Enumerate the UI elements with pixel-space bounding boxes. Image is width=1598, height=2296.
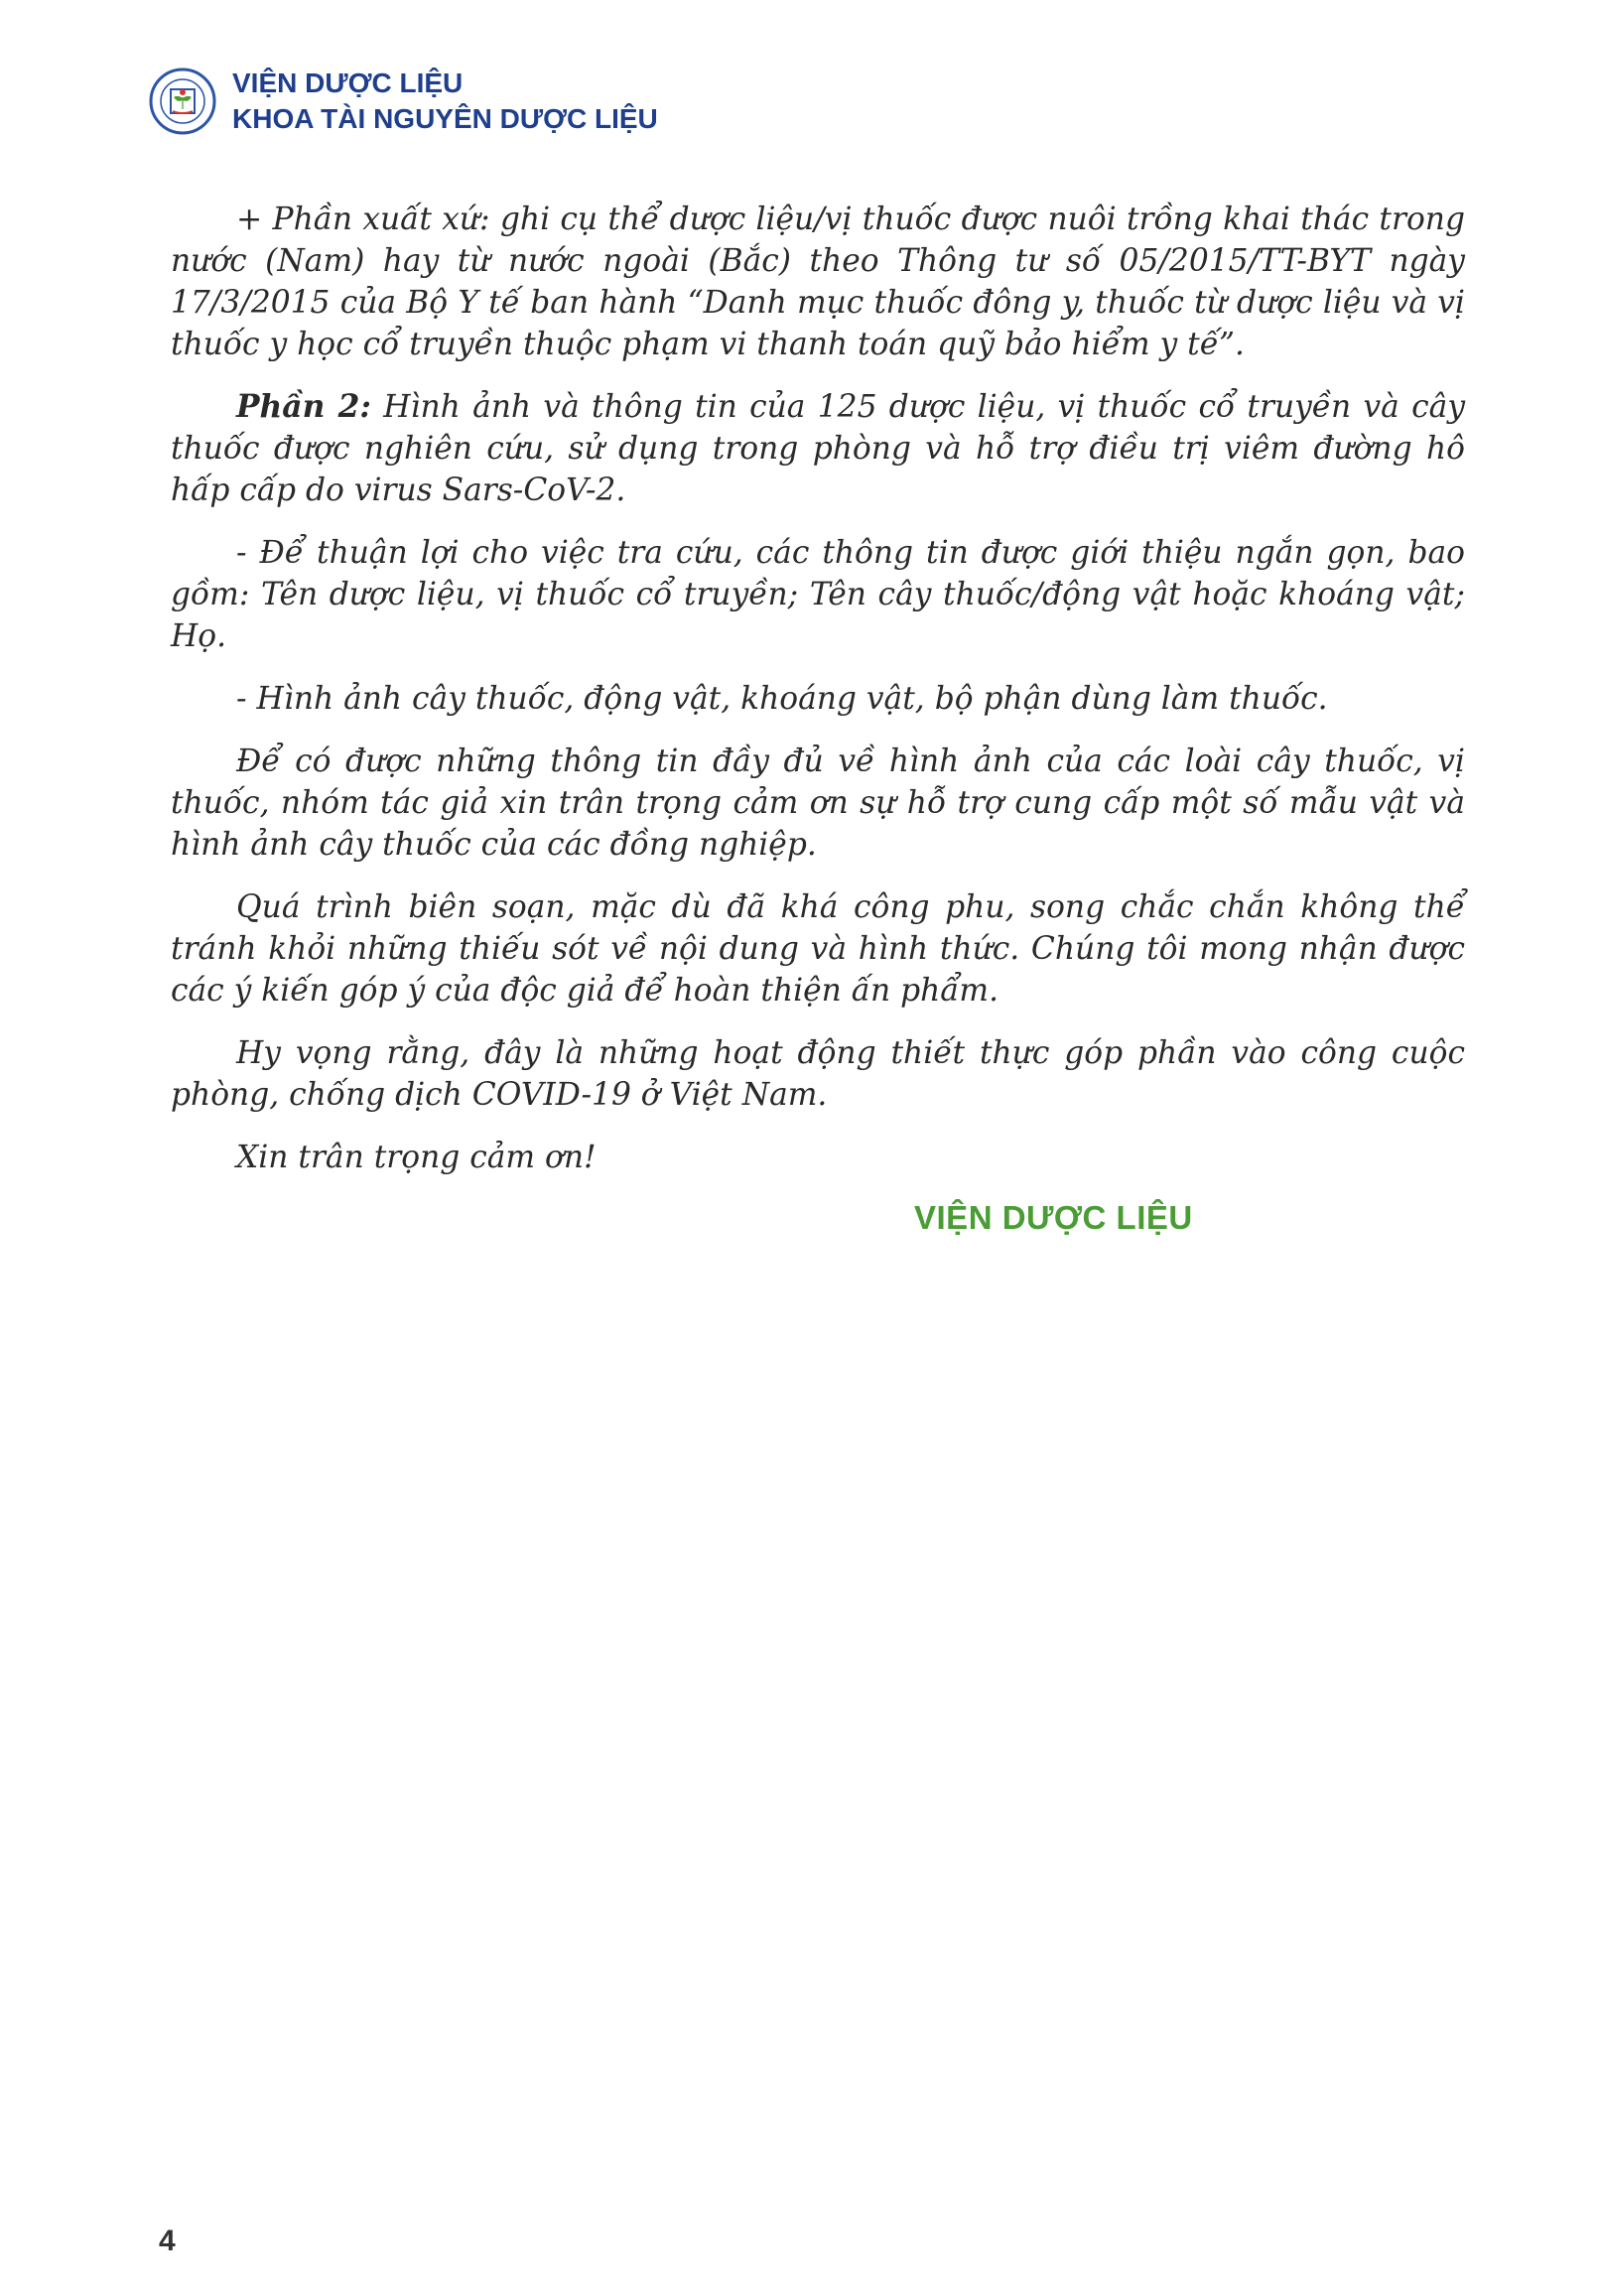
paragraph-hope: Hy vọng rằng, đây là những hoạt động thiết thực góp phần vào công cuộc phòng, chống dịch COVID-19 ở Việt Nam.: [171, 1035, 1465, 1113]
signature: VIỆN DƯỢC LIỆU: [914, 1199, 1193, 1236]
part-2-label: Phần 2:: [236, 389, 371, 425]
page-header: [149, 66, 658, 137]
header-institute-name: VIỆN DƯỢC LIỆU: [232, 68, 464, 98]
paragraph-thanks: Xin trân trọng cảm ơn!: [236, 1140, 597, 1175]
body-text: [171, 199, 1465, 1199]
page-number: 4: [159, 2225, 176, 2257]
paragraph-part-2: [171, 386, 1465, 511]
paragraph-images: - Hình ảnh cây thuốc, động vật, khoáng vật, bộ phận dùng làm thuốc.: [236, 681, 1328, 717]
institute-seal-icon: [149, 68, 216, 135]
part-2-text: Hình ảnh và thông tin của 125 dược liệu, vị thuốc cổ truyền và cây thuốc được nghiên cứu, sử dụng trong phòng và hỗ trợ điều trị viêm đường hô hấp cấp do virus Sars-CoV-2.: [171, 389, 1465, 508]
header-department-name: KHOA TÀI NGUYÊN DƯỢC LIỆU: [232, 103, 658, 134]
paragraph-acknowledgement: Để có được những thông tin đầy đủ về hình ảnh của các loài cây thuốc, vị thuốc, nhóm tác giả xin trân trọng cảm ơn sự hỗ trợ cung cấp một số mẫu vật và hình ảnh cây thuốc của các đồng nghiệp.: [171, 743, 1465, 863]
paragraph-feedback: Quá trình biên soạn, mặc dù đã khá công phu, song chắc chắn không thể tránh khỏi những thiếu sót về nội dung và hình thức. Chúng tôi mong nhận được các ý kiến góp ý của độc giả để hoàn thiện ấn phẩm.: [171, 889, 1465, 1009]
paragraph-lookup: - Để thuận lợi cho việc tra cứu, các thông tin được giới thiệu ngắn gọn, bao gồm: Tên dược liệu, vị thuốc cổ truyền; Tên cây thuốc/động vật hoặc khoáng vật; Họ.: [171, 535, 1465, 654]
paragraph-origin: + Phần xuất xứ: ghi cụ thể dược liệu/vị thuốc được nuôi trồng khai thác trong nước (Nam) hay từ nước ngoài (Bắc) theo Thông tư số 05/2015/TT-BYT ngày 17/3/2015 của Bộ Y tế ban hành “Danh mục thuốc đông y, thuốc từ dược liệu và vị thuốc y học cổ truyền thuộc phạm vi thanh toán quỹ bảo hiểm y tế”.: [171, 202, 1465, 362]
